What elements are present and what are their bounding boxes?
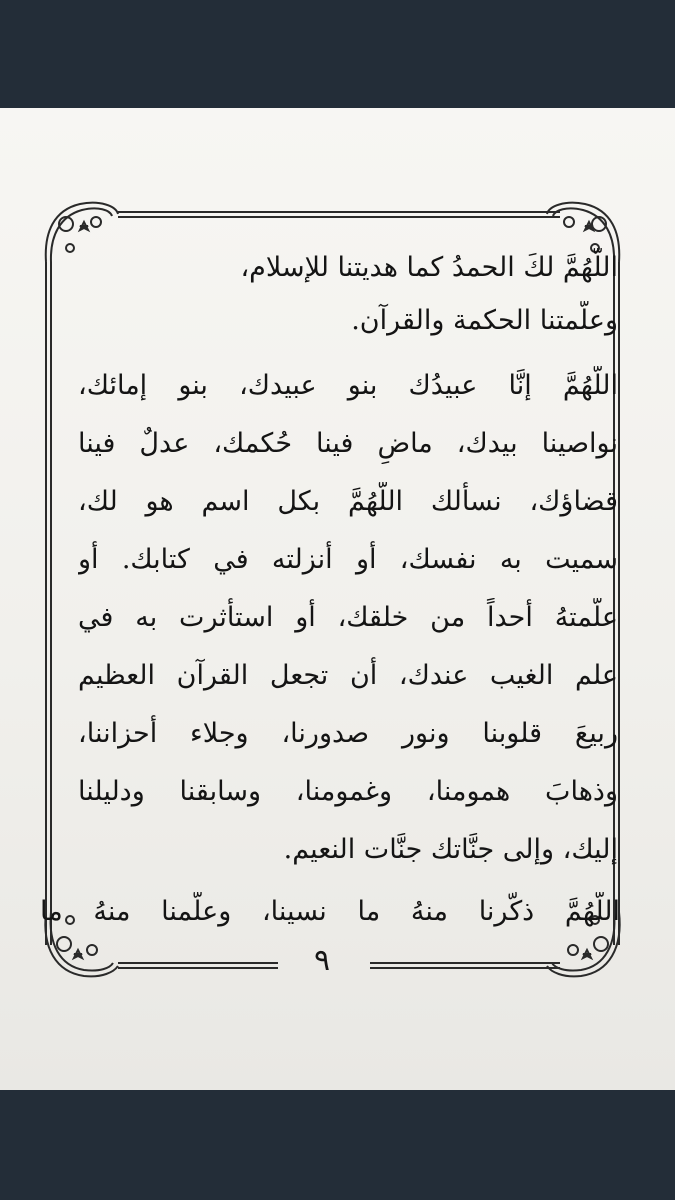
text-line-8: علم الغيب عندك، أن تجعل القرآن العظيم: [78, 660, 618, 691]
text-line-7: علَّمتهُ أحداً من خلقك، أو استأثرت به في: [78, 602, 618, 633]
text-line-5: قضاؤك، نسألك اللَّهُمَّ بكل اسم هو لك،: [78, 486, 618, 517]
text-line-4: نواصينا بيدك، ماضٍ فينا حُكمك، عدلٌ فينا: [78, 428, 618, 459]
text-line-2: وعلَّمتنا الحكمة والقرآن.: [351, 305, 618, 336]
page-photo: [0, 108, 675, 1090]
page-number: ٩: [313, 943, 331, 978]
text-line-11: إليك، وإلى جنَّاتك جنَّات النعيم.: [283, 834, 618, 865]
text-line-6: سميت به نفسك، أو أنزلته في كتابك. أو: [78, 544, 618, 575]
text-line-1: اللَّهُمَّ لكَ الحمدُ كما هديتنا للإسلام،: [240, 252, 618, 283]
text-line-3: اللَّهُمَّ إنَّا عبيدُك بنو عبيدك، بنو إمائك،: [78, 370, 618, 401]
text-line-9: ربيعَ قلوبنا ونور صدورنا، وجلاء أحزاننا،: [78, 718, 618, 749]
text-line-12: اللَّهُمَّ ذكّرنا منهُ ما نسينا، وعلّمنا منهُ ما: [40, 896, 620, 927]
text-line-10: وذهابَ همومنا، وغمومنا، وسابقنا ودليلنا: [78, 776, 618, 807]
